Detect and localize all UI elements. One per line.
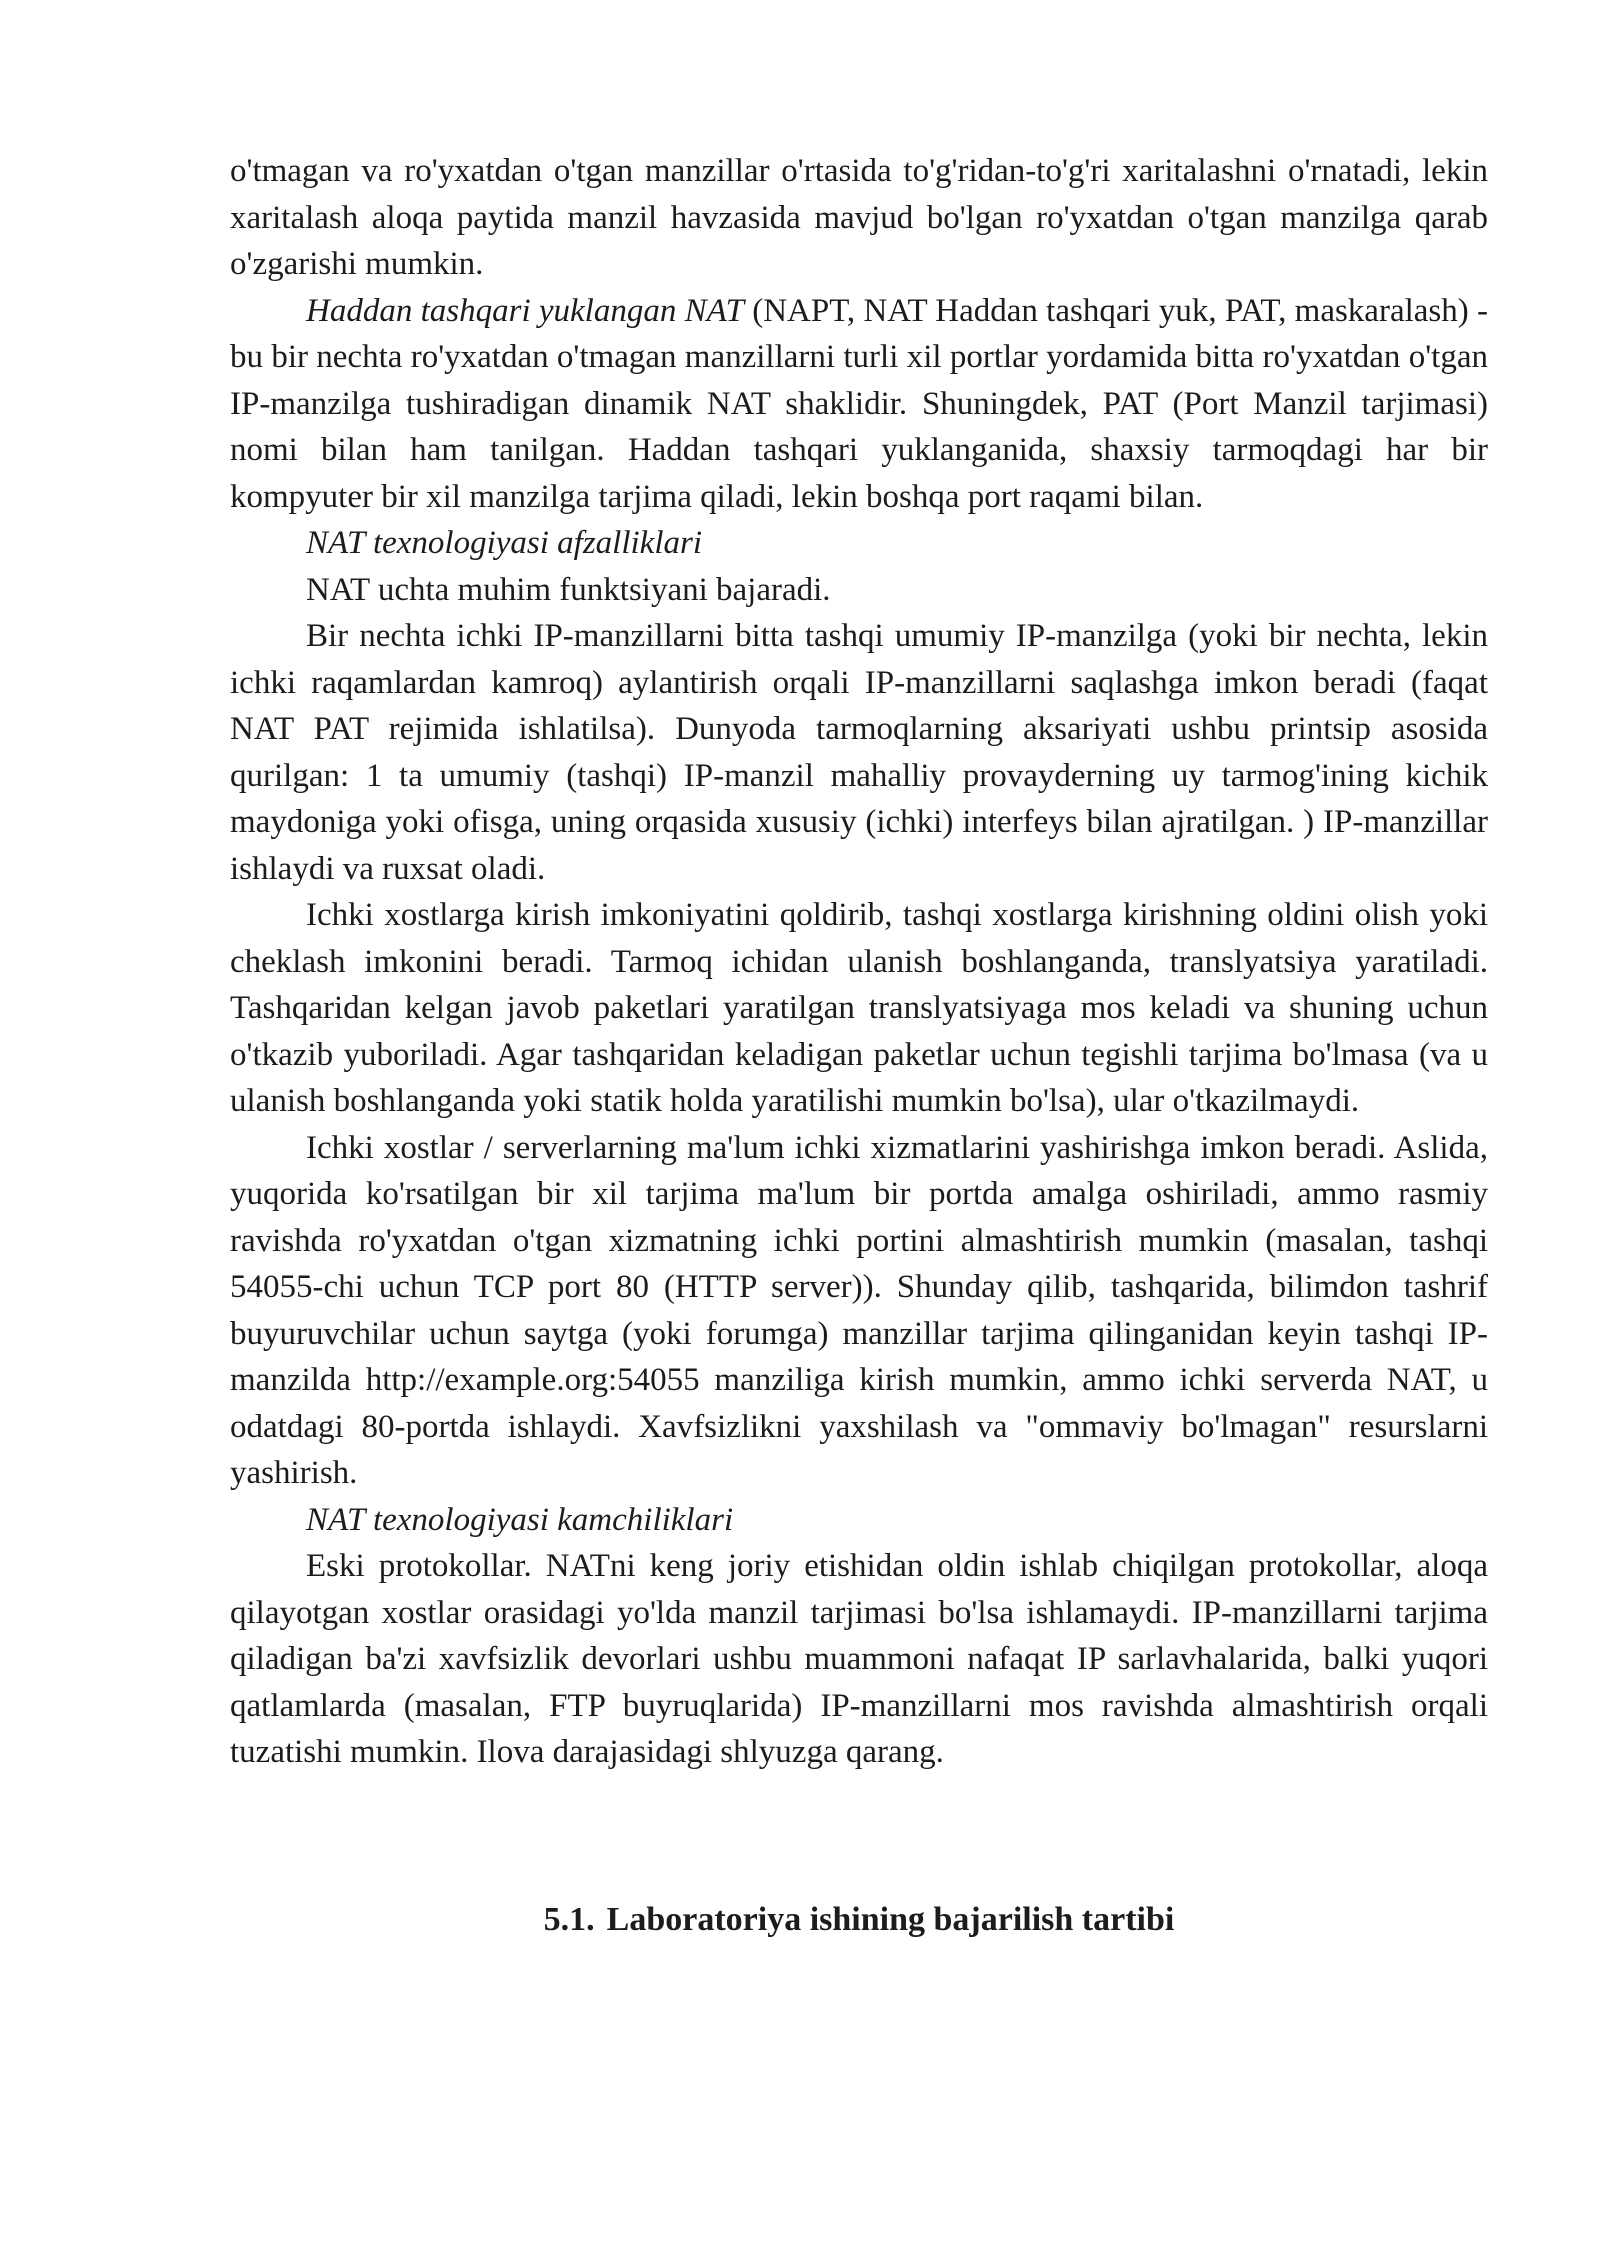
term-overloaded-nat: Haddan tashqari yuklangan NAT — [306, 292, 744, 329]
paragraph-overloaded-nat — [230, 288, 1488, 521]
section-number: 5.1. — [543, 1901, 595, 1938]
paragraph-address-saving: Bir nechta ichki IP-manzillarni bitta tashqi umumiy IP-manzilga (yoki bir nechta, lekin ichki raqamlardan kamroq) aylantirish orqali IP-manzillarni saqlashga imkon beradi (faqat NAT PAT rejimida ishlatilsa). Dunyoda tarmoqlarning aksariyati ushbu printsip asosida qurilgan: 1 ta umumiy (tashqi) IP-manzil mahalliy provayderning uy tarmog'ining kichik maydoniga yoki ofisga, uning orqasida xususiy (ichki) interfeys bilan ajratilgan. ) IP-manzillar ishlaydi va ruxsat oladi. — [230, 618, 1488, 887]
paragraph-legacy-protocols: Eski protokollar. NATni keng joriy etishidan oldin ishlab chiqilgan protokollar, aloqa qilayotgan xostlar orasidagi yo'lda manzil tarjimasi bo'lsa ishlamaydi. IP-manzillarni tarjima qiladigan ba'zi xavfsizlik devorlari ushbu muammoni nafaqat IP sarlavhalarida, balki yuqori qatlamlarda (masalan, FTP buyruqlarida) IP-manzillarni mos ravishda almashtirish orqali tuzatishi mumkin. Ilova darajasidagi shlyuzga qarang. — [230, 1548, 1488, 1770]
paragraph-nat-functions: NAT uchta muhim funktsiyani bajaradi. — [306, 571, 831, 608]
subheading-nat-disadvantages: NAT texnologiyasi kamchiliklari — [306, 1501, 734, 1538]
section-title-text: Laboratoriya ishining bajarilish tartibi — [606, 1901, 1175, 1938]
paragraph-address-mapping: o'tmagan va ro'yxatdan o'tgan manzillar o'rtasida to'g'ridan-to'g'ri xaritalashni o'rnatadi, lekin xaritalash aloqa paytida manzil havzasida mavjud bo'lgan ro'yxatdan o'tgan manzilga qarab o'zgarishi mumkin. — [230, 153, 1488, 282]
paragraph-service-hiding: Ichki xostlar / serverlarning ma'lum ichki xizmatlarini yashirishga imkon beradi. Aslida, yuqorida ko'rsatilgan bir xil tarjima ma'lum bir portda amalga oshiriladi, ammo rasmiy ravishda ro'yxatdan o'tgan xizmatning ichki portini almashtirish mumkin (masalan, tashqi 54055-chi uchun TCP port 80 (HTTP server)). Shunday qilib, tashqarida, bilimdon tashrif buyuruvchilar uchun saytga (yoki forumga) manzillar tarjima qilinganidan keyin tashqi IP-manzilda http://example.org:54055 manziliga kirish mumkin, ammo ichki serverda NAT, u odatdagi 80-portda ishlaydi. Xavfsizlikni yaxshilash va "ommaviy bo'lmagan" resurslarni yashirish. — [230, 1129, 1488, 1491]
paragraph-access-restriction: Ichki xostlarga kirish imkoniyatini qoldirib, tashqi xostlarga kirishning oldini olish yoki cheklash imkonini beradi. Tarmoq ichidan ulanish boshlanganda, translyatsiya yaratiladi. Tashqaridan kelgan javob paketlari yaratilgan translyatsiyaga mos keladi va shuning uchun o'tkazib yuboriladi. Agar tashqaridan keladigan paketlar uchun tegishli tarjima bo'lmasa (va u ulanish boshlanganda yoki statik holda yaratilishi mumkin bo'lsa), ular o'tkazilmaydi. — [230, 897, 1488, 1119]
subheading-nat-advantages: NAT texnologiyasi afzalliklari — [306, 525, 702, 561]
section-heading — [230, 1897, 1488, 1943]
paragraph-overloaded-nat-text: (NAPT, NAT Haddan tashqari yuk, PAT, maskaralash) - bu bir nechta ro'yxatdan o'tmagan manzillarni turli xil portlar yordamida bitta ro'yxatdan o'tgan IP-manzilga tushiradigan dinamik NAT shaklidir. Shuningdek, PAT (Port Manzil tarjimasi) nomi bilan ham tanilgan. Haddan tashqari yuklanganida, shaxsiy tarmoqdagi har bir kompyuter bir xil manzilga tarjima qiladi, lekin boshqa port raqami bilan. — [230, 292, 1488, 515]
document-body — [230, 148, 1488, 1776]
